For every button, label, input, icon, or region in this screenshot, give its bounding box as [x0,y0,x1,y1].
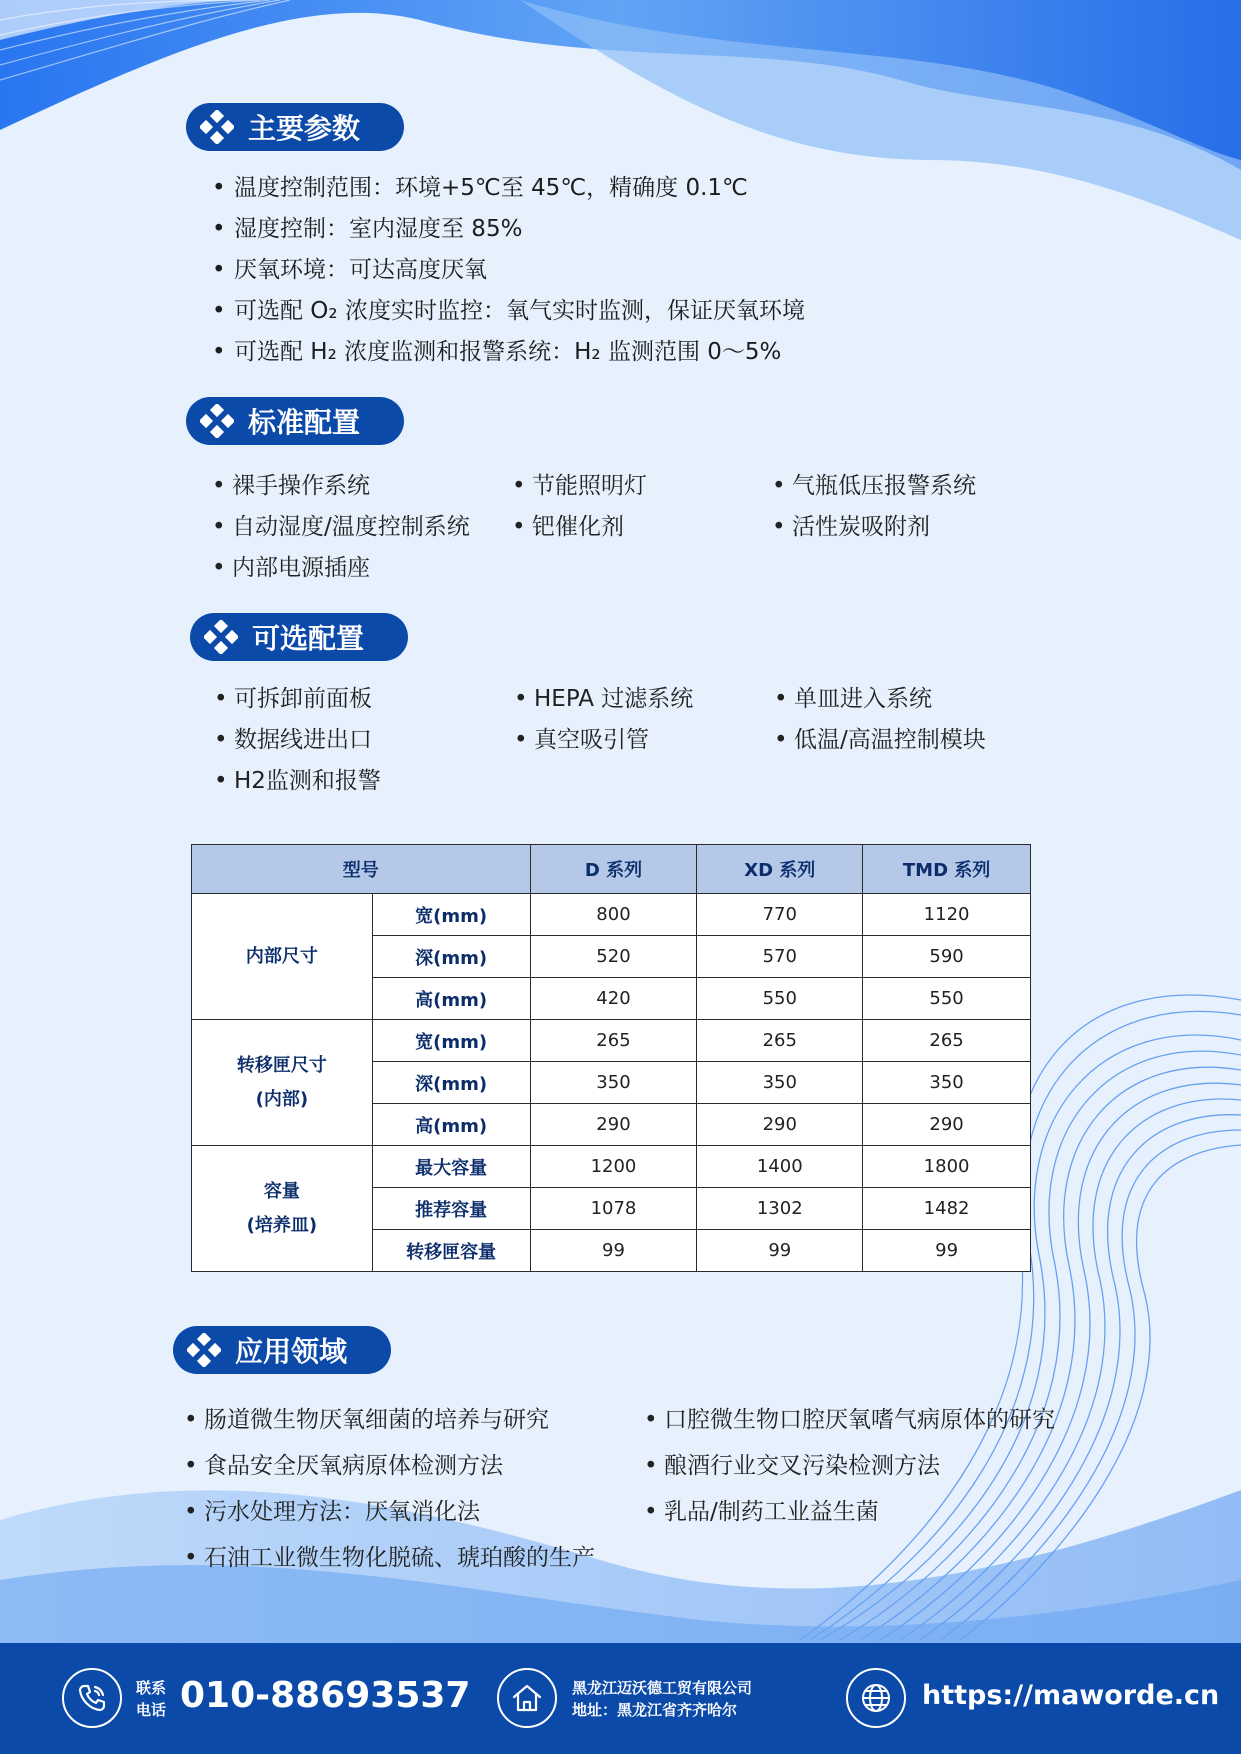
table-header-row [192,845,1031,894]
table-cell: 265 [530,1020,697,1062]
table-cell: 520 [530,936,697,978]
phone-label-line-2: 电话 [136,1701,167,1719]
row-label: 宽(mm) [372,894,530,936]
list-item: • 污水处理方法：厌氧消化法 [182,1489,642,1535]
phone-label-line-1: 联系 [136,1679,167,1697]
group-label-capacity [192,1146,373,1272]
list-item: • 厌氧环境：可达高度厌氧 [208,250,805,291]
optional-config-grid [212,679,1032,802]
list-item: • 裸手操作系统 [210,466,510,507]
footer-bar [0,1643,1241,1754]
table-cell: 1120 [863,894,1031,936]
table-cell: 350 [863,1062,1031,1104]
table-cell: 1800 [863,1146,1031,1188]
list-item: • 内部电源插座 [210,548,510,589]
row-label: 推荐容量 [372,1188,530,1230]
diamond-cluster-icon [187,1333,221,1367]
table-cell: 550 [697,978,863,1020]
table-cell: 1078 [530,1188,697,1230]
table-cell: 350 [697,1062,863,1104]
website-link[interactable]: https://maworde.cn [922,1680,1220,1711]
list-item: • 真空吸引管 [512,720,772,761]
table-cell: 290 [530,1104,697,1146]
list-item: • 酿酒行业交叉污染检测方法 [642,1443,1122,1489]
list-item: • 钯催化剂 [510,507,770,548]
table-cell: 1400 [697,1146,863,1188]
diamond-cluster-icon [204,620,238,654]
group-label-line: 内部尺寸 [245,945,318,967]
list-item: • 可拆卸前面板 [212,679,512,720]
group-label-line: (培养皿) [246,1214,318,1236]
row-label: 宽(mm) [372,1020,530,1062]
params-list [208,168,805,373]
list-item: • 单皿进入系统 [772,679,1032,720]
list-item: • 温度控制范围：环境+5℃至 45℃，精确度 0.1℃ [208,168,805,209]
spec-table [191,844,1031,1272]
table-cell: 420 [530,978,697,1020]
company-info [572,1677,752,1721]
table-cell: 1302 [697,1188,863,1230]
header-tmd-series: TMD 系列 [863,845,1031,894]
list-item: • 湿度控制：室内湿度至 85% [208,209,805,250]
table-cell: 800 [530,894,697,936]
table-cell: 265 [697,1020,863,1062]
phone-number[interactable]: 010-88693537 [180,1675,471,1716]
group-label-internal-size [192,894,373,1020]
table-cell: 350 [530,1062,697,1104]
section-header-optional [190,613,408,661]
list-item: • H2监测和报警 [212,761,512,802]
table-cell: 1200 [530,1146,697,1188]
row-label: 深(mm) [372,936,530,978]
section-title-optional: 可选配置 [252,622,365,655]
section-title-apps: 应用领域 [235,1335,348,1368]
list-item: • 节能照明灯 [510,466,770,507]
table-cell: 290 [697,1104,863,1146]
list-item: • 活性炭吸附剂 [770,507,1030,548]
table-cell: 290 [863,1104,1031,1146]
table-cell: 265 [863,1020,1031,1062]
group-label-line: 容量 [263,1180,300,1202]
header-d-series: D 系列 [530,845,697,894]
list-item: • 石油工业微生物化脱硫、琥珀酸的生产 [182,1535,642,1581]
table-cell: 99 [530,1230,697,1272]
section-header-standard [186,397,404,445]
table-row [192,1020,1031,1062]
section-header-apps [173,1326,391,1374]
group-label-line: (内部) [255,1088,309,1110]
company-address: 地址：黑龙江省齐齐哈尔 [572,1701,738,1719]
table-cell: 99 [697,1230,863,1272]
list-item: • 可选配 O₂ 浓度实时监控：氧气实时监测，保证厌氧环境 [208,291,805,332]
list-item: • 食品安全厌氧病原体检测方法 [182,1443,642,1489]
section-title-params: 主要参数 [248,112,361,145]
company-name: 黑龙江迈沃德工贸有限公司 [572,1679,753,1697]
header-xd-series: XD 系列 [697,845,863,894]
table-cell: 1482 [863,1188,1031,1230]
list-item: • 数据线进出口 [212,720,512,761]
globe-icon [846,1668,906,1728]
row-label: 最大容量 [372,1146,530,1188]
table-cell: 570 [697,936,863,978]
phone-label [136,1677,166,1721]
diamond-cluster-icon [200,404,234,438]
list-item: • 肠道微生物厌氧细菌的培养与研究 [182,1397,642,1443]
diamond-cluster-icon [200,110,234,144]
phone-icon [62,1668,122,1728]
applications-grid [182,1397,1122,1581]
section-title-standard: 标准配置 [248,406,361,439]
row-label: 深(mm) [372,1062,530,1104]
section-header-params [186,103,404,151]
table-cell: 99 [863,1230,1031,1272]
group-label-transfer-box [192,1020,373,1146]
list-item: • 可选配 H₂ 浓度监测和报警系统：H₂ 监测范围 0～5% [208,332,805,373]
list-item: • 乳品/制药工业益生菌 [642,1489,1122,1535]
row-label: 高(mm) [372,1104,530,1146]
table-cell: 770 [697,894,863,936]
list-item: • HEPA 过滤系统 [512,679,772,720]
table-cell: 550 [863,978,1031,1020]
group-label-line: 转移匣尺寸 [236,1054,327,1076]
table-row [192,1146,1031,1188]
row-label: 转移匣容量 [372,1230,530,1272]
list-item: • 口腔微生物口腔厌氧嗜气病原体的研究 [642,1397,1122,1443]
table-row [192,894,1031,936]
header-model: 型号 [192,845,531,894]
list-item: • 低温/高温控制模块 [772,720,1032,761]
list-item: • 自动湿度/温度控制系统 [210,507,510,548]
table-cell: 590 [863,936,1031,978]
standard-config-grid [210,466,1030,589]
row-label: 高(mm) [372,978,530,1020]
home-icon [497,1668,557,1728]
list-item: • 气瓶低压报警系统 [770,466,1030,507]
